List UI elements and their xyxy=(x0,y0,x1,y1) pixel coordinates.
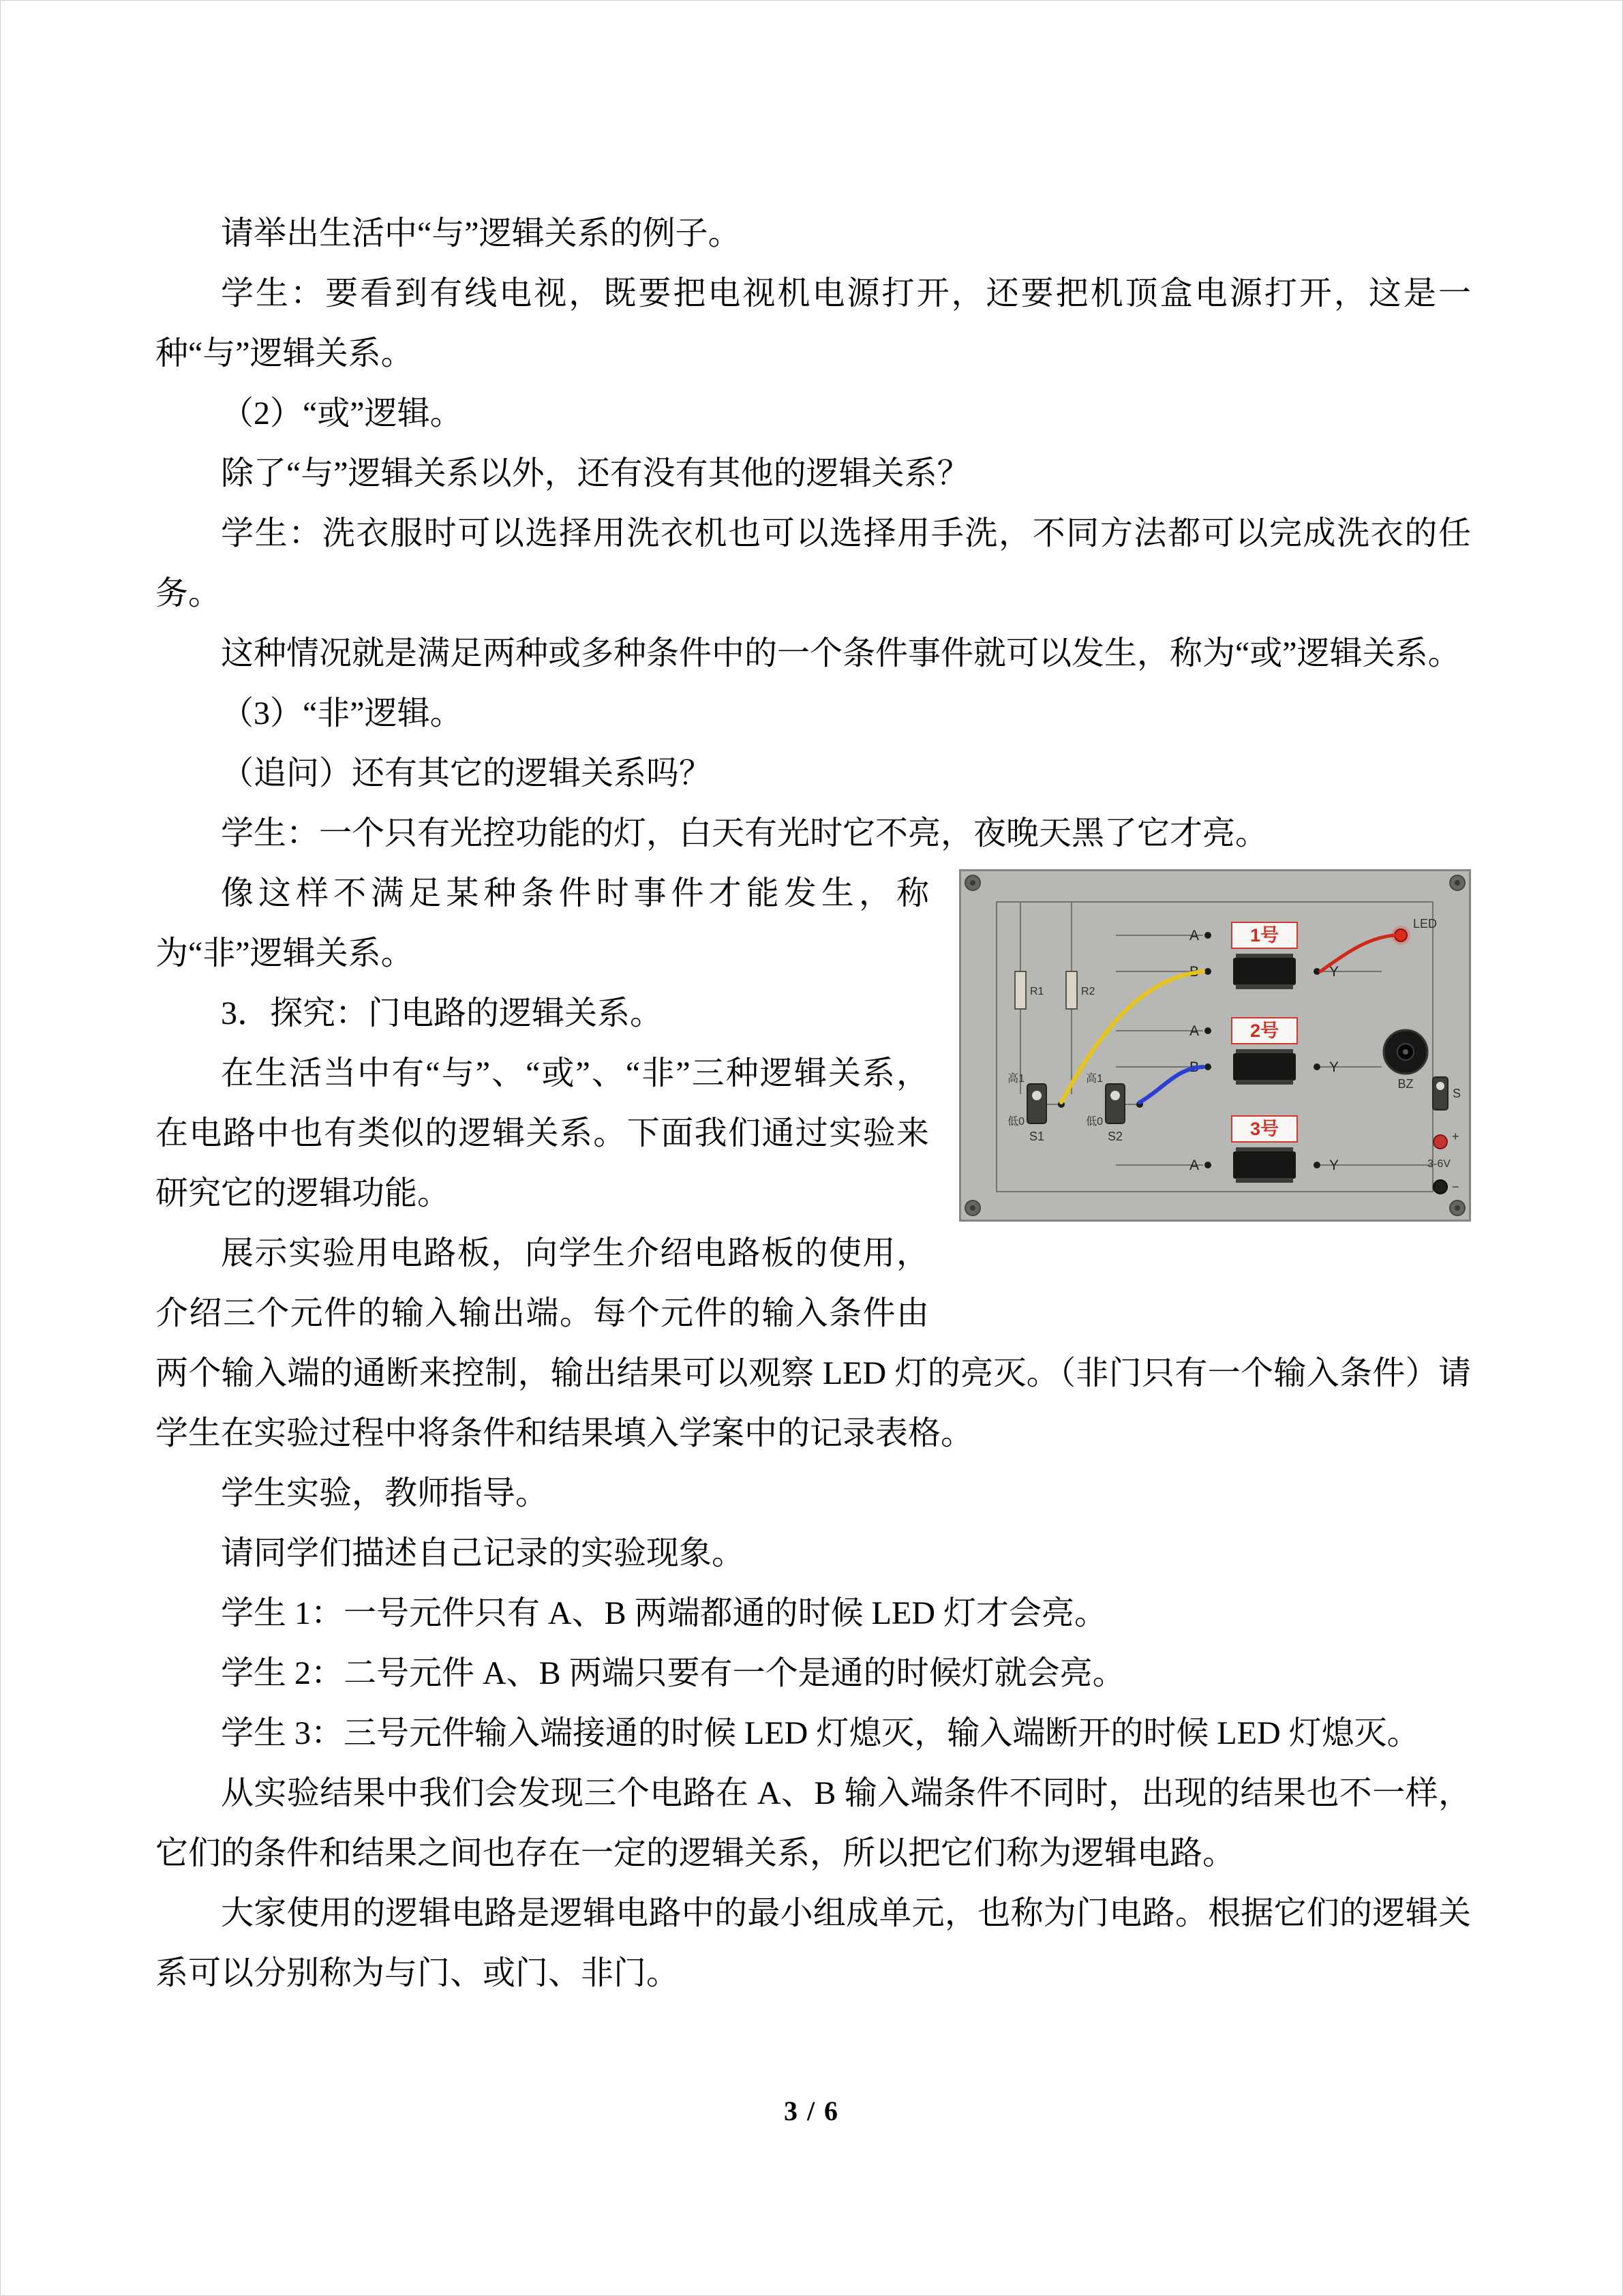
document-body xyxy=(155,204,1471,2004)
svg-text:低0: 低0 xyxy=(1007,1116,1025,1128)
paragraph: 在生活当中有“与”、“或”、“非”三种逻辑关系，在电路中也有类似的逻辑关系。下面我们通过实验来研究它的逻辑功能。 xyxy=(155,1055,929,1211)
svg-text:B: B xyxy=(1189,964,1200,980)
paragraph: 请举出生活中“与”逻辑关系的例子。 xyxy=(221,215,741,252)
paragraph: 学生 1：一号元件只有 A、B 两端都通的时候 LED 灯才会亮。 xyxy=(221,1595,1107,1631)
paragraph: 请同学们描述自己记录的实验现象。 xyxy=(221,1535,745,1571)
svg-text:R1: R1 xyxy=(1030,986,1044,997)
paragraph: 3．探究：门电路的逻辑关系。 xyxy=(221,995,663,1031)
svg-text:高1: 高1 xyxy=(1007,1073,1025,1085)
svg-text:B: B xyxy=(1189,1059,1200,1075)
svg-text:1号: 1号 xyxy=(1249,925,1279,946)
svg-text:S: S xyxy=(1453,1087,1461,1100)
svg-text:R2: R2 xyxy=(1081,986,1095,997)
svg-text:Y: Y xyxy=(1329,964,1339,980)
ic-chip-3 xyxy=(1233,1151,1296,1179)
svg-text:3号: 3号 xyxy=(1249,1119,1279,1139)
ic-chip-1 xyxy=(1233,958,1296,985)
svg-text:S1: S1 xyxy=(1029,1130,1045,1143)
paragraph: （3）“非”逻辑。 xyxy=(221,695,463,731)
svg-text:+: + xyxy=(1452,1130,1459,1143)
svg-text:A: A xyxy=(1189,1023,1200,1039)
paragraph: 像这样不满足某种条件时事件才能发生，称为“非”逻辑关系。 xyxy=(155,875,929,971)
paragraph: 这种情况就是满足两种或多种条件中的一个条件事件就可以发生，称为“或”逻辑关系。 xyxy=(221,635,1461,671)
paragraph: 学生：一个只有光控功能的灯，白天有光时它不亮，夜晚天黑了它才亮。 xyxy=(221,815,1269,851)
buzzer-label: BZ xyxy=(1397,1077,1414,1091)
svg-text:Y: Y xyxy=(1329,1059,1339,1075)
svg-text:−: − xyxy=(1452,1180,1459,1194)
svg-text:2号: 2号 xyxy=(1249,1021,1279,1041)
paragraph: 学生实验，教师指导。 xyxy=(221,1475,549,1511)
paragraph: （追问）还有其它的逻辑关系吗？ xyxy=(221,755,712,791)
led-label: LED xyxy=(1413,917,1438,931)
paragraph: 学生：要看到有线电视，既要把电视机电源打开，还要把机顶盒电源打开，这是一种“与”逻辑关系。 xyxy=(155,275,1471,372)
svg-text:A: A xyxy=(1189,1158,1200,1173)
power-voltage-label: 3-6V xyxy=(1427,1158,1451,1170)
page-number: 3 / 6 xyxy=(783,2096,840,2126)
svg-text:S2: S2 xyxy=(1107,1130,1123,1143)
paragraph: 学生 3：三号元件输入端接通的时候 LED 灯熄灭，输入端断开的时候 LED 灯熄灭。 xyxy=(221,1715,1420,1751)
circuit-board-figure xyxy=(959,869,1471,1222)
circuit-board-photo xyxy=(959,869,1471,1222)
svg-text:低0: 低0 xyxy=(1086,1116,1103,1128)
paragraph: 展示实验用电路板，向学生介绍电路板的使用，介绍三个元件的输入输出端。每个元件的输入条件由两个输入端的通断来控制，输出结果可以观察 LED 灯的亮灭。（非门只有一个输入条件）请学生在实验过程中将条件和结果填入学案中的记录表格。 xyxy=(155,1235,1471,1451)
ic-chip-2 xyxy=(1233,1053,1296,1081)
svg-text:高1: 高1 xyxy=(1086,1073,1103,1085)
paragraph: 学生：洗衣服时可以选择用洗衣机也可以选择用手洗，不同方法都可以完成洗衣的任务。 xyxy=(155,515,1471,611)
paragraph: 从实验结果中我们会发现三个电路在 A、B 输入端条件不同时，出现的结果也不一样，它们的条件和结果之间也存在一定的逻辑关系，所以把它们称为逻辑电路。 xyxy=(155,1775,1471,1871)
paragraph: 除了“与”逻辑关系以外，还有没有其他的逻辑关系？ xyxy=(221,455,970,492)
paragraph: 学生 2：二号元件 A、B 两端只要有一个是通的时候灯就会亮。 xyxy=(221,1655,1125,1691)
paragraph: （2）“或”逻辑。 xyxy=(221,395,463,432)
paragraph: 大家使用的逻辑电路是逻辑电路中的最小组成单元，也称为门电路。根据它们的逻辑关系可以分别称为与门、或门、非门。 xyxy=(155,1895,1471,1991)
svg-text:A: A xyxy=(1189,928,1200,943)
svg-text:Y: Y xyxy=(1329,1158,1339,1173)
